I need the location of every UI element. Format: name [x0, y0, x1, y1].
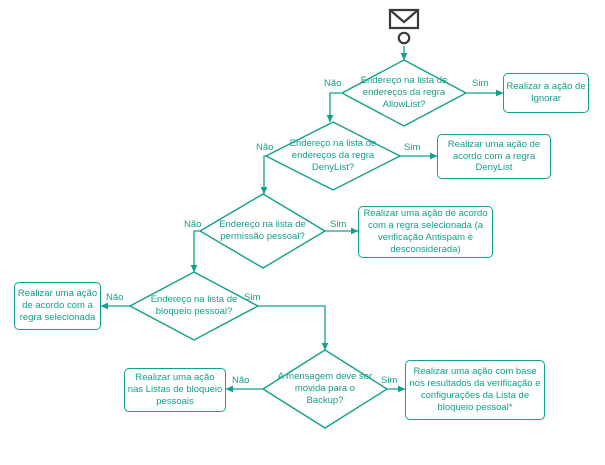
decision-backup[interactable] [263, 350, 387, 428]
decision-allowlist[interactable] [342, 60, 466, 126]
decision-allowlist-label: Endereço na lista de endereços da regra AllowList? [360, 75, 448, 110]
action-acao-listas-bloqueio[interactable] [124, 368, 226, 412]
decision-denylist[interactable] [266, 122, 400, 190]
action-acao-resultados[interactable] [405, 360, 545, 420]
decision-bloqueio-pessoal[interactable] [130, 272, 261, 340]
edge-label-sim-bloqueio: Sim [244, 292, 261, 303]
action-acao-regra-selecionada-label: Realizar uma ação de acordo com a regra selecionada [17, 288, 98, 323]
edge-label-sim-permissao: Sim [330, 219, 347, 230]
action-acao-regra-selecionada[interactable] [14, 282, 101, 330]
action-acao-listas-bloqueio-label: Realizar uma ação nas Listas de bloqueio pessoais [127, 372, 223, 407]
action-acao-regra-antispam[interactable] [358, 206, 493, 258]
decision-bloqueio-pessoal-label: Endereço na lista de bloqueio pessoal? [150, 294, 238, 317]
edge-label-sim-backup: Sim [381, 375, 398, 386]
action-acao-regra-antispam-label: Realizar uma ação de acordo com a regra selecionada (a verificação Antispam é desconsiderada) [363, 208, 488, 255]
edge-label-sim-allowlist: Sim [472, 78, 489, 89]
decision-denylist-label: Endereço na lista de endereços da regra DenyList? [289, 138, 377, 173]
action-acao-denylist[interactable] [437, 134, 551, 179]
action-acao-denylist-label: Realizar uma ação de acordo com a regra DenyList [447, 138, 541, 174]
decision-permissao-pessoal-label: Endereço na lista de permissão pessoal? [219, 219, 306, 242]
edge-label-nao-bloqueio: Não [106, 292, 124, 303]
action-ignorar-label: Realizar a ação de Ignorar [506, 81, 586, 104]
action-acao-resultados-label: Realizar uma ação com base nos resultados da verificação e configurações da Lista de bloqueio pessoal* [409, 366, 541, 413]
mail-icon [386, 4, 422, 46]
edge-label-sim-denylist: Sim [404, 142, 421, 153]
edge-label-nao-permissao: Não [184, 219, 202, 230]
decision-permissao-pessoal[interactable] [200, 194, 325, 268]
action-ignorar[interactable] [503, 73, 589, 113]
edge-label-nao-denylist: Não [256, 142, 274, 153]
decision-backup-label: A mensagem deve ser movida para o Backup? [277, 371, 373, 406]
edge-label-nao-allowlist: Não [324, 78, 342, 89]
edge-label-nao-backup: Não [232, 375, 250, 386]
